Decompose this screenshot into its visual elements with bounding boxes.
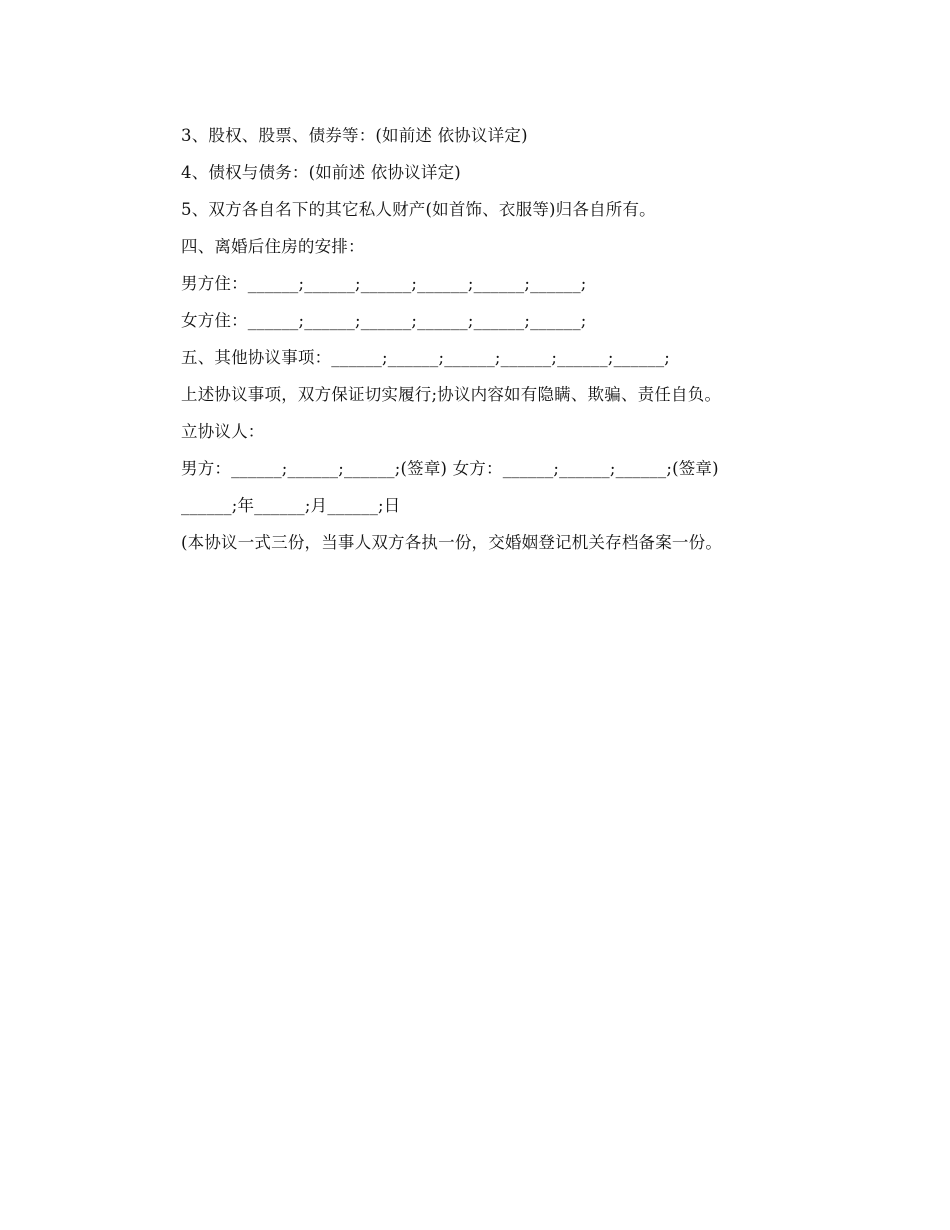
- female-residence-line: 女方住：______;______;______;______;______;______;: [181, 311, 587, 330]
- copies-note: (本协议一式三份，当事人双方各执一份，交婚姻登记机关存档备案一份。: [181, 533, 723, 552]
- document-body: [181, 117, 841, 561]
- date-line: ______;年______;月______;日: [181, 496, 401, 515]
- section-other-matters: 五、其他协议事项：______;______;______;______;______;______;: [181, 348, 671, 367]
- signature-line: 男方：______;______;______;(签章) 女方：______;______;______;(签章): [181, 459, 719, 478]
- male-residence-line: 男方住：______;______;______;______;______;______;: [181, 274, 587, 293]
- section-housing-heading: 四、离婚后住房的安排：: [181, 237, 365, 256]
- clause-equity-stocks-bonds: 3、股权、股票、债券等：(如前述 依协议详定): [181, 126, 528, 145]
- signatories-heading: 立协议人：: [181, 422, 265, 441]
- clause-claims-debts: 4、债权与债务：(如前述 依协议详定): [181, 163, 461, 182]
- clause-personal-property: 5、双方各自名下的其它私人财产(如首饰、衣服等)归各自所有。: [181, 200, 656, 219]
- performance-guarantee: 上述协议事项，双方保证切实履行;协议内容如有隐瞒、欺骗、责任自负。: [181, 385, 722, 404]
